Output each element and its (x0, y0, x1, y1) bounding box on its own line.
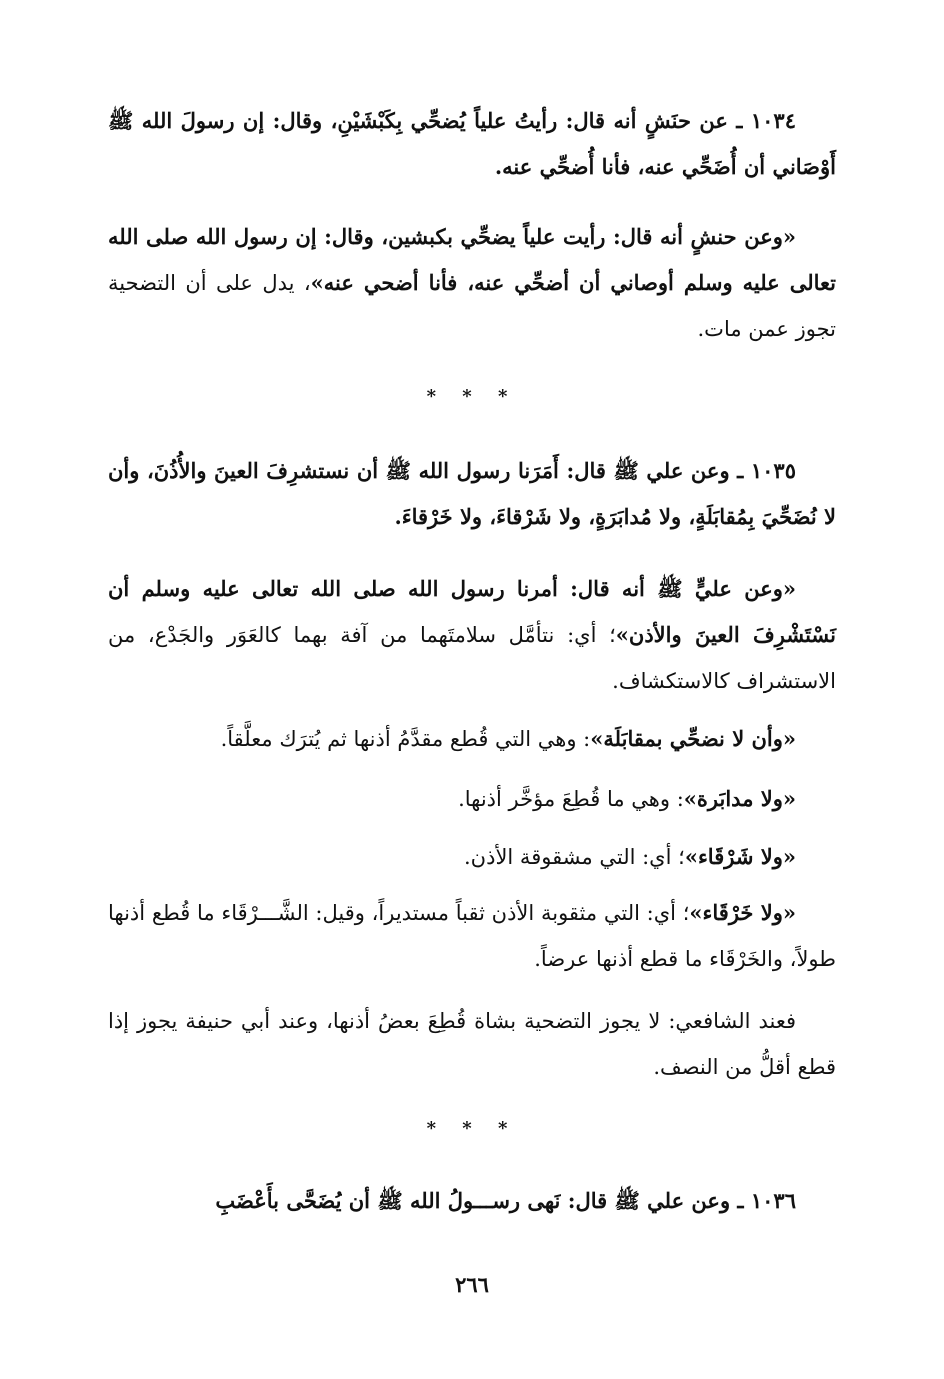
commentary-1035-intro (108, 566, 836, 704)
commentary-1035-quote: «وعن عليٍّ ﷺ أنه قال: أمرنا رسول الله صلى الله تعالى عليه وسلم أن نَسْتَشْرِفَ العينَ والأذن» (108, 576, 836, 647)
fiqh-note: فعند الشافعي: لا يجوز التضحية بشاة قُطِعَ بعضُ أذنها، وعند أبي حنيفة يجوز إذا قطع أقلُّ من النصف. (108, 1009, 836, 1079)
section-separator: * * * (426, 1118, 518, 1139)
commentary-1035-explanation: ؛ أي: نتأمَّل سلامتَهما من آفة بهما كالعَوَر والجَدْع، من الاستشراف كالاستكشاف. (108, 623, 836, 693)
hadith-1036-block (108, 1178, 836, 1224)
mudabara-block (108, 776, 836, 822)
kharqa-quote: «ولا خَرْقَاء» (689, 900, 796, 925)
muqabala-text: : وهي التي قُطع مقدَّمُ أذنها ثم يُترَك معلَّقاً. (220, 727, 591, 751)
commentary-1034-block (108, 214, 836, 352)
fiqh-note-block (108, 998, 836, 1090)
hadith-1034-block (108, 98, 836, 190)
hadith-1034-text: ١٠٣٤ ـ عن حنَشٍ أنه قال: رأيتُ علياً يُضحِّي بِكَبْشَيْنِ، وقال: إن رسولَ الله ﷺ أَوْصَاني أن أُضَحِّي عنه، فأنا أُضحِّي عنه. (108, 108, 836, 179)
commentary-1034-quote: «وعن حنشٍ أنه قال: رأيت علياً يضحِّي بكبشين، وقال: إن رسول الله صلى الله تعالى عليه وسلم أوصاني أن أضحِّي عنه، فأنا أضحي عنه» (108, 224, 836, 295)
commentary-1034 (108, 214, 836, 352)
kharqa-text: ؛ أي: التي مثقوبة الأذن ثقباً مستديراً، وقيل: الشَّـــرْقَاء ما قُطع أذنها طولاً، والخَرْقَاء ما قطع أذنها عرضاً. (108, 901, 836, 971)
kharqa-block (108, 890, 836, 982)
hadith-1035-block (108, 448, 836, 540)
sharqa-quote: «ولا شَرْقَاء» (684, 844, 796, 869)
commentary-1035-block (108, 566, 836, 704)
page-number: ٢٦٦ (455, 1272, 489, 1297)
muqabala-quote: «وأن لا نضحِّي بمقابَلَة» (590, 726, 796, 751)
section-separator: * * * (426, 386, 518, 407)
sharqa-text: ؛ أي: التي مشقوقة الأذن. (464, 845, 685, 869)
hadith-1035-text: ١٠٣٥ ـ وعن علي ﷺ قال: أَمَرَنا رسول الله ﷺ أن نستشرِفَ العينَ والأُذُنَ، وأن لا نُضَحِّيَ بِمُقابَلَةٍ، ولا مُدابَرَةٍ، ولا شَرْقاءَ، ولا خَرْقاءَ. (108, 458, 836, 529)
sharqa-paragraph (108, 834, 836, 880)
commentary-1034-explanation: ، يدل على أن التضحية تجوز عمن مات. (108, 271, 836, 341)
mudabara-text: : وهي ما قُطِعَ مؤخَّر أذنها. (458, 787, 684, 811)
muqabala-block (108, 716, 836, 762)
sharqa-block (108, 834, 836, 880)
mudabara-paragraph (108, 776, 836, 822)
muqabala-paragraph (108, 716, 836, 762)
kharqa-paragraph (108, 890, 836, 982)
mudabara-quote: «ولا مدابَرة» (683, 786, 796, 811)
hadith-1036-text: ١٠٣٦ ـ وعن علي ﷺ قال: نَهى رســـولُ الله ﷺ أن يُضَحَّى بأَعْضَبِ (215, 1188, 796, 1213)
